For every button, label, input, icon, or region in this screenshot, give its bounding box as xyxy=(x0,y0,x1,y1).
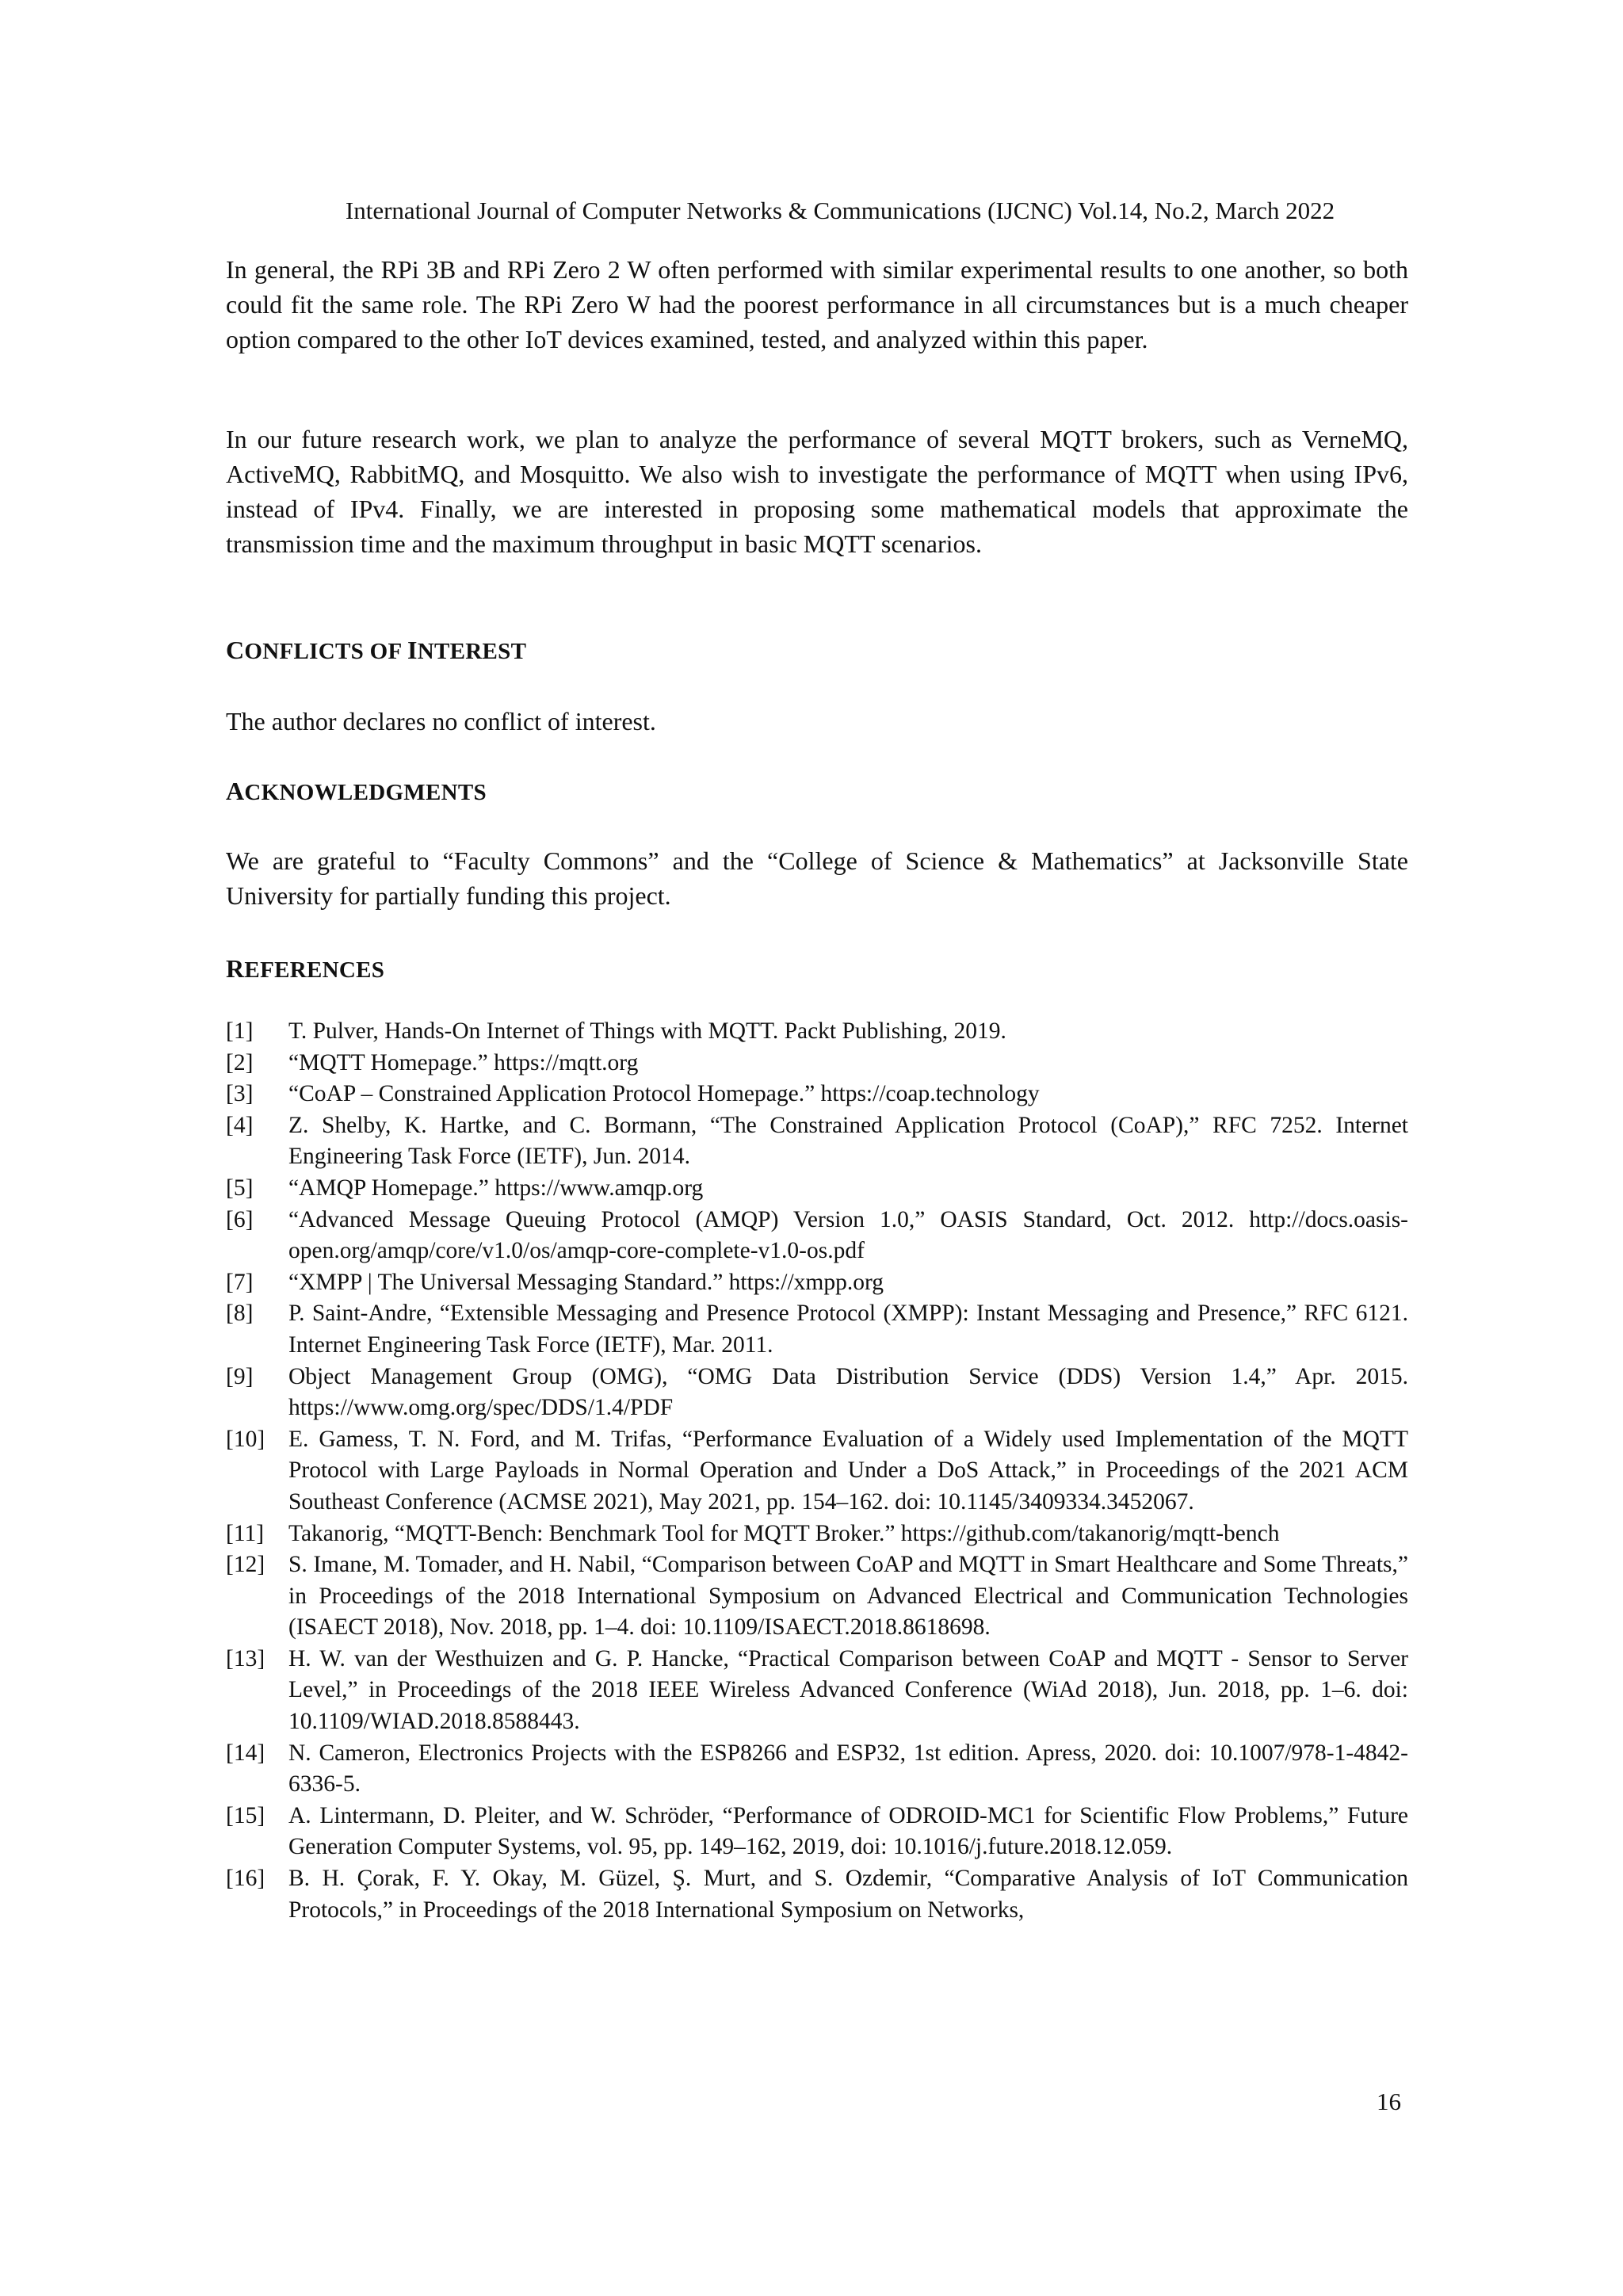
reference-number: [2] xyxy=(226,1049,254,1075)
heading-initial: C xyxy=(226,636,245,664)
acknowledgments-paragraph: We are grateful to “Faculty Commons” and the “College of Science & Mathematics” at Jacksonville State University for partially funding this project. xyxy=(226,846,1408,910)
reference-item xyxy=(226,1644,1408,1738)
reference-item xyxy=(226,1173,1408,1205)
reference-item xyxy=(226,1267,1408,1299)
heading-rest: ONFLICTS OF xyxy=(244,639,407,664)
running-header: International Journal of Computer Networks & Communications (IJCNC) Vol.14, No.2, March 2022 xyxy=(345,197,1335,224)
reference-item xyxy=(226,1205,1408,1267)
reference-text: T. Pulver, Hands-On Internet of Things with MQTT. Packt Publishing, 2019. xyxy=(288,1018,1006,1044)
reference-text: “AMQP Homepage.” https://www.amqp.org xyxy=(288,1175,704,1201)
reference-text: P. Saint-Andre, “Extensible Messaging and Presence Protocol (XMPP): Instant Messaging and Presence,” RFC 6121. Internet Engineering Task Force (IETF), Mar. 2011. xyxy=(288,1301,1408,1358)
heading-rest: EFERENCES xyxy=(244,957,385,983)
reference-item xyxy=(226,1079,1408,1110)
reference-number: [15] xyxy=(226,1802,265,1828)
reference-number: [13] xyxy=(226,1645,265,1671)
reference-item xyxy=(226,1738,1408,1801)
reference-number: [5] xyxy=(226,1175,254,1201)
reference-item xyxy=(226,1048,1408,1079)
heading-rest: NTEREST xyxy=(417,639,527,664)
heading-initial: I xyxy=(407,636,418,664)
reference-number: [6] xyxy=(226,1206,254,1232)
heading-rest: CKNOWLEDGMENTS xyxy=(244,780,487,805)
reference-item xyxy=(226,1549,1408,1644)
reference-item xyxy=(226,1424,1408,1519)
heading-initial: A xyxy=(226,777,245,805)
body-paragraph: In general, the RPi 3B and RPi Zero 2 W often performed with similar experimental results to one another, so both could fit the same role. The RPi Zero W had the poorest performance in all circumstances but is a much cheaper option compared to the other IoT devices examined, tested, and analyzed within this paper. xyxy=(226,255,1408,353)
reference-number: [14] xyxy=(226,1740,265,1766)
reference-item xyxy=(226,1801,1408,1863)
reference-number: [11] xyxy=(226,1520,265,1546)
reference-number: [10] xyxy=(226,1426,265,1452)
reference-text: N. Cameron, Electronics Projects with the ESP8266 and ESP32, 1st edition. Apress, 2020. doi: 10.1007/978-1-4842-6336-5. xyxy=(288,1740,1408,1797)
reference-text: “Advanced Message Queuing Protocol (AMQP) Version 1.0,” OASIS Standard, Oct. 2012. http://docs.oasis-open.org/amqp/core/v1.0/os/amqp-core-complete-v1.0-os.pdf xyxy=(288,1206,1408,1264)
reference-text: Takanorig, “MQTT-Bench: Benchmark Tool for MQTT Broker.” https://github.com/takanorig/mqtt-bench xyxy=(288,1520,1280,1546)
heading-initial: R xyxy=(226,954,245,983)
reference-item xyxy=(226,1362,1408,1424)
reference-item xyxy=(226,1016,1408,1048)
reference-text: B. H. Çorak, F. Y. Okay, M. Güzel, Ş. Murt, and S. Ozdemir, “Comparative Analysis of IoT Communication Protocols,” in Proceedings of the 2018 International Symposium on Networks, xyxy=(288,1866,1408,1923)
reference-item xyxy=(226,1519,1408,1550)
reference-text: “CoAP – Constrained Application Protocol Homepage.” https://coap.technology xyxy=(288,1081,1040,1107)
body-paragraph: In our future research work, we plan to analyze the performance of several MQTT brokers, such as VerneMQ, ActiveMQ, RabbitMQ, and Mosquitto. We also wish to investigate the performance of MQTT when using IPv6, instead of IPv4. Finally, we are interested in proposing some mathematical models that approximate the transmission time and the maximum throughput in basic MQTT scenarios. xyxy=(226,425,1408,558)
reference-number: [16] xyxy=(226,1866,265,1892)
reference-number: [3] xyxy=(226,1081,254,1107)
page-number: 16 xyxy=(1377,2088,1401,2115)
reference-text: Z. Shelby, K. Hartke, and C. Bormann, “The Constrained Application Protocol (CoAP),” RFC 7252. Internet Engineering Task Force (IETF), Jun. 2014. xyxy=(288,1112,1408,1170)
reference-item xyxy=(226,1110,1408,1173)
reference-text: S. Imane, M. Tomader, and H. Nabil, “Comparison between CoAP and MQTT in Smart Healthcare and Some Threats,” in Proceedings of the 2018 International Symposium on Advanced Electrical and Communication Technologies (ISAECT 2018), Nov. 2018, pp. 1–4. doi: 10.1109/ISAECT.2018.8618698. xyxy=(288,1552,1408,1641)
reference-number: [7] xyxy=(226,1269,254,1295)
reference-text: “MQTT Homepage.” https://mqtt.org xyxy=(288,1049,639,1075)
reference-number: [9] xyxy=(226,1363,254,1389)
section-heading-acknowledgments xyxy=(226,777,487,806)
reference-text: E. Gamess, T. N. Ford, and M. Trifas, “Performance Evaluation of a Widely used Implementation of the MQTT Protocol with Large Payloads in Normal Operation and Under a DoS Attack,” in Proceedings of the 2021 ACM Southeast Conference (ACMSE 2021), May 2021, pp. 154–162. doi: 10.1145/3409334.3452067. xyxy=(288,1426,1408,1515)
reference-text: A. Lintermann, D. Pleiter, and W. Schröder, “Performance of ODROID-MC1 for Scientific Flow Problems,” Future Generation Computer Systems, vol. 95, pp. 149–162, 2019, doi: 10.1016/j.future.2018.12.059. xyxy=(288,1802,1408,1860)
reference-list xyxy=(226,1016,1408,1926)
reference-number: [4] xyxy=(226,1112,254,1138)
reference-text: “XMPP | The Universal Messaging Standard.” https://xmpp.org xyxy=(288,1269,884,1295)
conflicts-statement: The author declares no conflict of interest. xyxy=(226,707,656,735)
reference-number: [12] xyxy=(226,1552,265,1578)
section-heading-references xyxy=(226,954,384,984)
reference-item xyxy=(226,1863,1408,1926)
section-heading-conflicts xyxy=(226,636,526,665)
reference-text: H. W. van der Westhuizen and G. P. Hancke, “Practical Comparison between CoAP and MQTT - Sensor to Server Level,” in Proceedings of the 2018 IEEE Wireless Advanced Conference (WiAd 2018), Jun. 2018, pp. 1–6. doi: 10.1109/WIAD.2018.8588443. xyxy=(288,1645,1408,1735)
reference-item xyxy=(226,1298,1408,1361)
reference-text: Object Management Group (OMG), “OMG Data Distribution Service (DDS) Version 1.4,” Apr. 2015. https://www.omg.org/spec/DDS/1.4/PDF xyxy=(288,1363,1408,1421)
reference-number: [1] xyxy=(226,1018,254,1044)
reference-number: [8] xyxy=(226,1301,254,1327)
